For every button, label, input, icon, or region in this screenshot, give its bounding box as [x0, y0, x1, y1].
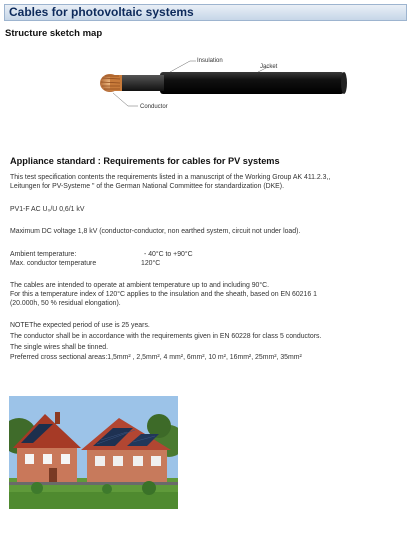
- intro-line-2: Leitungen for PV-Systeme " of the German National Committee for standardization (DKE).: [10, 183, 284, 190]
- conductor-label: Conductor: [140, 104, 168, 110]
- note-line-1: NOTEThe expected period of use is 25 years.: [10, 322, 150, 329]
- note-line-4: Preferred cross sectional areas:1,5mm² , 2,5mm², 4 mm², 6mm², 10 m², 16mm², 25mm², 35mm²: [10, 354, 302, 361]
- page-header: [4, 4, 407, 21]
- page-title: Cables for photovoltaic systems: [9, 5, 194, 19]
- solar-house-photo: [9, 396, 178, 509]
- max-conductor-temp-label: Max. conductor temperature: [10, 260, 97, 267]
- note-line-2: The conductor shall be in accordance with the requirements given in EN 60228 for class 5 conductors.: [10, 333, 322, 340]
- jacket-label: Jacket: [260, 64, 278, 70]
- pv-type-line: PV1-F AC U₀/U 0,6/1 kV: [10, 206, 85, 213]
- operate-line-3: (20.000h, 50 % residual elongation).: [10, 300, 121, 307]
- intro-line-1: This test specification contents the requirements listed in a manuscript of the Working Group AK 411.2.3,,: [10, 174, 331, 181]
- insulation-layer: [120, 75, 164, 91]
- insulation-label: Insulation: [197, 58, 223, 64]
- max-conductor-temp-value: 120°C: [141, 260, 161, 267]
- note-line-3: The single wires shall be tinned.: [10, 344, 109, 351]
- sketch-section-title: Structure sketch map: [5, 28, 103, 39]
- ambient-temp-label: Ambient temperature:: [10, 251, 77, 258]
- cable-structure-sketch: [88, 52, 348, 114]
- jacket-layer: [160, 72, 344, 94]
- max-dc-voltage: Maximum DC voltage 1,8 kV (conductor-conductor, non earthed system, circuit not under load).: [10, 228, 301, 235]
- ambient-temp-value: - 40°C to +90°C: [144, 251, 193, 258]
- operate-line-1: The cables are intended to operate at ambient temperature up to and including 90°C.: [10, 282, 270, 289]
- standard-heading: Appliance standard : Requirements for cables for PV systems: [10, 156, 280, 166]
- operate-line-2: For this a temperature index of 120°C applies to the insulation and the sheath, based on EN 60216 1: [10, 291, 317, 298]
